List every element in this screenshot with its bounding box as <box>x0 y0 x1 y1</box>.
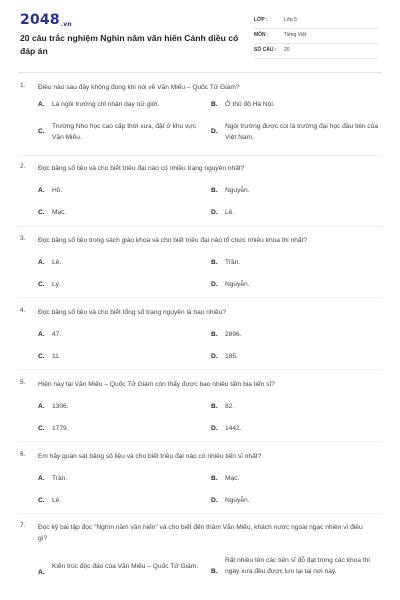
question-text: Đọc bảng số liệu và cho biết triều đại nào có nhiều trạng nguyên nhất? <box>38 165 245 172</box>
option-text: 1442. <box>225 425 242 432</box>
option-text: Là ngôi trường chỉ nhận dạy nữ giới. <box>52 101 160 108</box>
page-title: 20 câu trắc nghiệm Nghìn năm văn hiến Cánh diều có đáp án <box>20 33 239 56</box>
option-letter: C. <box>38 497 45 504</box>
option-text: 185. <box>225 353 238 360</box>
header-divider <box>18 72 382 73</box>
option-letter: D. <box>211 281 218 288</box>
option-letter: C. <box>38 281 45 288</box>
meta-subject-key: MÔN : <box>254 32 269 38</box>
option-letter: B. <box>211 259 218 266</box>
option-text: 1306. <box>52 403 69 410</box>
option-text: Lê. <box>52 259 62 266</box>
question-separator <box>18 513 382 514</box>
option-text: Trần. <box>52 475 68 482</box>
option-letter: D. <box>211 353 218 360</box>
option-text: Nguyễn. <box>225 497 250 504</box>
option-letter: B. <box>211 187 218 194</box>
question-separator <box>18 369 382 370</box>
option-letter: D. <box>211 497 218 504</box>
question-text: Hiện nay tại Văn Miếu – Quốc Tử Giám còn thấy được bao nhiêu tấm bia tiến sĩ? <box>38 381 275 388</box>
option-letter: C. <box>38 425 45 432</box>
option-letter: D. <box>211 209 218 216</box>
question-separator <box>18 297 382 298</box>
question-separator <box>18 155 382 156</box>
question-separator <box>18 441 382 442</box>
option-letter: A. <box>38 403 45 410</box>
option-text: Nguyễn. <box>225 281 250 288</box>
question-number: 4. <box>20 307 26 314</box>
option-letter: A. <box>38 101 45 108</box>
question-number: 5. <box>20 379 26 386</box>
meta-count-key: SỐ CÂU : <box>254 47 277 53</box>
option-text: 11. <box>52 353 61 360</box>
option-text: 47. <box>52 331 62 338</box>
meta-class-value: Lớp 5 <box>284 17 298 23</box>
option-letter: A. <box>38 475 45 482</box>
page-header <box>0 0 400 68</box>
option-letter: B. <box>211 331 218 338</box>
question-number: 6. <box>20 451 26 458</box>
option-text: Kiến trúc độc đáo của Văn Miếu – Quốc Tử Giám. <box>52 563 199 570</box>
meta-count <box>254 44 378 59</box>
option-text: Rất nhiều tên các tiến sĩ đỗ đạt trong các khoa thi ngày xưa đều được lưu lại tại nơi này. <box>225 557 370 575</box>
question-number: 2. <box>20 163 26 170</box>
meta-class <box>254 14 378 29</box>
option-letter: D. <box>211 128 218 135</box>
option-letter: A. <box>38 569 45 576</box>
option-letter: A. <box>38 331 45 338</box>
option-letter: A. <box>38 259 45 266</box>
question-text: Đọc bảng số liệu trong sách giáo khoa và cho biết triều đại nào tổ chức nhiều khoa thi nhất? <box>38 237 308 244</box>
question-separator <box>18 226 382 227</box>
site-logo[interactable] <box>20 12 72 28</box>
question-number: 1. <box>20 82 26 89</box>
option-letter: C. <box>38 209 45 216</box>
meta-subject <box>254 29 378 44</box>
question-text: Điều nào sau đây không đúng khi nói về Văn Miếu – Quốc Tử Giám? <box>38 84 240 91</box>
option-text: Mạc. <box>52 209 67 216</box>
meta-subject-value: Tiếng Việt <box>284 32 307 38</box>
option-text: Ngôi trường được coi là trường đại học đầu tiên của Việt Nam. <box>225 123 379 141</box>
meta-count-value: 20 <box>284 47 290 53</box>
option-text: 1779. <box>52 425 69 432</box>
option-text: Trần. <box>225 259 241 266</box>
option-text: 82. <box>225 403 235 410</box>
option-text: Trường Nho học cao cấp thời xưa, đặt ở khu vực Văn Miếu. <box>52 123 196 141</box>
question-text: Đọc kỹ bài tập đọc "Nghìn năm văn hiến" và cho biết đến thăm Văn Miếu, khách nước ngoài ngạc nhiên vì điều gì? <box>38 524 363 542</box>
logo-suffix: .vn <box>60 21 72 28</box>
option-letter: A. <box>38 187 45 194</box>
option-letter: D. <box>211 425 218 432</box>
option-letter: C. <box>38 128 45 135</box>
question-text: Em hãy quan sát bảng số liệu và cho biết triều đại nào có nhiều tiến sĩ nhất? <box>38 453 262 460</box>
question-number: 7. <box>20 522 26 529</box>
option-letter: C. <box>38 353 45 360</box>
logo-text: 2048 <box>20 12 60 28</box>
option-letter: B. <box>211 568 218 575</box>
option-text: Lý. <box>52 281 61 288</box>
option-text: Nguyễn. <box>225 187 250 194</box>
option-text: Lê. <box>52 497 62 504</box>
option-text: Ở thủ đô Hà Nội. <box>225 101 275 108</box>
option-text: Hồ. <box>52 187 63 194</box>
option-letter: B. <box>211 403 218 410</box>
option-text: Lê. <box>225 209 235 216</box>
option-letter: B. <box>211 475 218 482</box>
option-letter: B. <box>211 101 218 108</box>
option-text: 2896. <box>225 331 242 338</box>
question-number: 3. <box>20 235 26 242</box>
option-text: Mạc. <box>225 475 240 482</box>
meta-class-key: LỚP : <box>254 17 268 23</box>
question-text: Đọc bảng số liệu và cho biết tổng số trạng nguyên là bao nhiêu? <box>38 309 227 316</box>
